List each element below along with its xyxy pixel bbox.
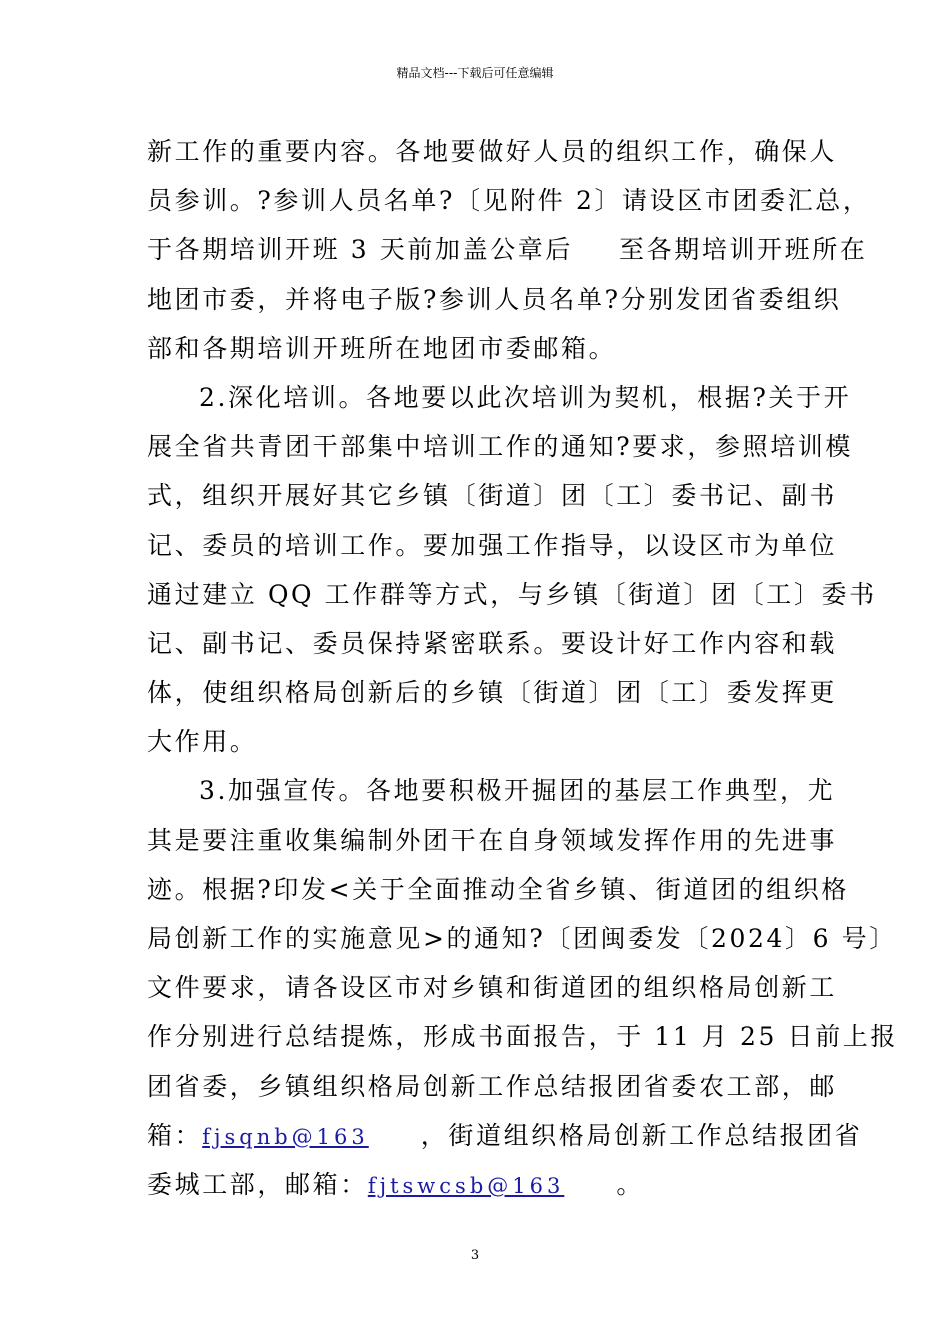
paragraph-1-line-3-part-b: 至各期培训开班所在 xyxy=(619,235,868,265)
paragraph-2-line-4: 记、委员的培训工作。要加强工作指导，以设区市为单位 xyxy=(147,530,838,560)
paragraph-3-line-8 xyxy=(147,1111,863,1160)
paragraph-1-line-3-part-a: 于各期培训开班 3 天前加盖公章后 xyxy=(147,235,574,265)
paragraph-2-line-1: 2.深化培训。各地要以此次培训为契机，根据?关于开 xyxy=(199,382,852,412)
document-body xyxy=(147,127,899,1209)
paragraph-3-line-3: 迹。根据?印发<关于全面推动全省乡镇、街道团的组织格 xyxy=(147,874,849,904)
paragraph-2-line-2: 展全省共青团干部集中培训工作的通知?要求，参照培训模 xyxy=(147,432,854,462)
paragraph-3-line-9 xyxy=(147,1160,807,1209)
paragraph-3-line-1: 3.加强宣传。各地要积极开掘团的基层工作典型，尤 xyxy=(199,776,836,806)
email-label-urban: 委城工部，邮箱： xyxy=(147,1169,368,1199)
email-link-urban-dept[interactable]: fjtswcsb@163 xyxy=(367,1173,565,1198)
email-label-rural: 箱： xyxy=(147,1120,203,1150)
paragraph-3-line-4: 局创新工作的实施意见>的通知?〔团闽委发〔2024〕6 号〕 xyxy=(147,924,897,953)
paragraph-2-line-8: 大作用。 xyxy=(147,727,258,757)
paragraph-3-line-2: 其是要注重收集编制外团干在自身领域发挥作用的先进事 xyxy=(147,825,838,855)
paragraph-2-line-6: 记、副书记、委员保持紧密联系。要设计好工作内容和载 xyxy=(147,628,838,658)
paragraph-1-line-1: 新工作的重要内容。各地要做好人员的组织工作，确保人 xyxy=(147,137,838,166)
paragraph-3-line-6: 作分别进行总结提炼，形成书面报告，于 11 月 25 日前上报 xyxy=(147,1022,899,1052)
paragraph-3-line-8-rest: ，街道组织格局创新工作总结报团省 xyxy=(420,1120,863,1150)
paragraph-1-line-3 xyxy=(147,225,868,274)
paragraph-1-line-2: 员参训。?参训人员名单?〔见附件 2〕请设区市团委汇总， xyxy=(147,186,871,216)
paragraph-1-line-4: 地团市委，并将电子版?参训人员名单?分别发团省委组织 xyxy=(147,284,842,314)
paragraph-2-line-5: 通过建立 QQ 工作群等方式，与乡镇〔街道〕团〔工〕委书 xyxy=(147,579,877,609)
paragraph-3-line-5: 文件要求，请各设区市对乡镇和街道团的组织格局创新工 xyxy=(147,973,838,1003)
paragraph-2-line-3: 式，组织开展好其它乡镇〔街道〕团〔工〕委书记、副书 xyxy=(147,481,838,511)
paragraph-2-line-7: 体，使组织格局创新后的乡镇〔街道〕团〔工〕委发挥更 xyxy=(147,678,838,708)
page-number: 3 xyxy=(470,1248,480,1263)
email-link-rural-dept[interactable]: fjsqnb@163 xyxy=(202,1124,369,1149)
page-header: 精品文档---下载后可任意编辑 xyxy=(396,66,554,80)
paragraph-3-line-9-end: 。 xyxy=(616,1169,644,1199)
paragraph-3-line-7: 团省委，乡镇组织格局创新工作总结报团省委农工部，邮 xyxy=(147,1071,838,1101)
paragraph-1-line-5: 部和各期培训开班所在地团市委邮箱。 xyxy=(147,333,617,363)
